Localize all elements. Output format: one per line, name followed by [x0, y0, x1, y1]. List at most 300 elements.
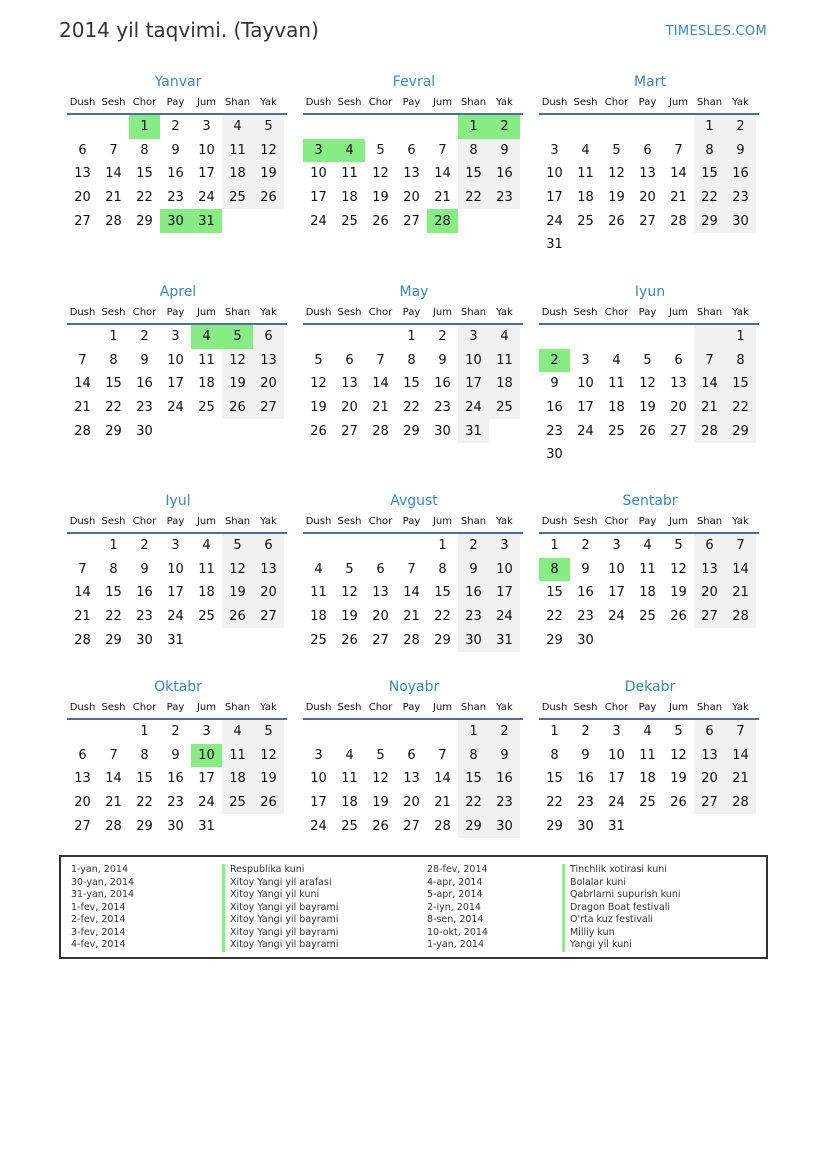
day-cell: 19 [608, 190, 625, 206]
day-cell: 4 [643, 538, 652, 554]
day-cell: 21 [105, 795, 122, 811]
day-cell: 8 [407, 352, 416, 368]
day-cell: 11 [222, 139, 253, 163]
day-cell: 23 [577, 609, 594, 625]
weekday-label: Chor [368, 515, 393, 527]
weekday-label: Dush [305, 515, 332, 527]
day-cell: 6 [407, 142, 416, 158]
holiday-name: Bolalar kuni [562, 877, 681, 890]
weekday-label: Jum [432, 515, 453, 527]
weekday-label: Shan [696, 701, 723, 713]
day-cell: 29 [105, 423, 122, 439]
day-cell: 24 [489, 605, 520, 629]
day-cell: 20 [74, 190, 91, 206]
day-cell: 24 [310, 213, 327, 229]
days-grid [67, 325, 289, 443]
weekday-label: Sesh [337, 96, 362, 108]
day-cell: 27 [74, 818, 91, 834]
weekday-header [303, 697, 525, 717]
weekday-label: Shan [224, 96, 251, 108]
day-cell: 22 [105, 609, 122, 625]
weekday-header [67, 92, 289, 112]
day-cell: 7 [109, 142, 118, 158]
day-cell: 17 [489, 581, 520, 605]
day-cell: 14 [403, 585, 420, 601]
empty-day-cell [601, 325, 632, 349]
day-cell: 10 [608, 561, 625, 577]
day-cell: 30 [136, 423, 153, 439]
empty-day-cell [396, 720, 427, 744]
weekday-header [303, 511, 525, 531]
day-cell: 10 [608, 747, 625, 763]
weekday-label: Dush [69, 96, 96, 108]
weekday-header [539, 92, 761, 112]
day-cell: 25 [222, 186, 253, 210]
day-cell: 30 [725, 209, 756, 233]
day-cell: 14 [434, 771, 451, 787]
day-cell: 6 [376, 561, 385, 577]
day-cell: 15 [105, 376, 122, 392]
day-cell: 25 [198, 609, 215, 625]
empty-day-cell [334, 115, 365, 139]
day-cell: 15 [546, 771, 563, 787]
day-cell: 22 [546, 609, 563, 625]
day-cell: 27 [670, 423, 687, 439]
day-cell: 8 [109, 561, 118, 577]
holiday-name: Xitoy Yangi yil bayrami [222, 914, 338, 927]
day-cell: 30 [546, 447, 563, 463]
day-cell: 27 [341, 423, 358, 439]
month-7 [67, 491, 289, 652]
day-cell: 23 [577, 795, 594, 811]
day-cell: 12 [670, 561, 687, 577]
weekday-header [67, 302, 289, 322]
day-cell: 2 [725, 115, 756, 139]
day-cell: 12 [341, 585, 358, 601]
holiday-date: 30-yan, 2014 [71, 876, 135, 888]
day-cell: 20 [694, 581, 725, 605]
legend-dates-right [427, 864, 488, 952]
day-cell: 30 [160, 209, 191, 233]
day-cell: 30 [434, 423, 451, 439]
day-cell: 18 [341, 190, 358, 206]
day-cell: 25 [489, 396, 520, 420]
day-cell: 24 [310, 818, 327, 834]
day-cell: 22 [434, 609, 451, 625]
weekday-header [303, 302, 525, 322]
weekday-label: Yak [260, 306, 277, 318]
day-cell: 4 [191, 325, 222, 349]
weekday-label: Yak [732, 96, 749, 108]
day-cell: 18 [639, 585, 656, 601]
weekday-label: Jum [196, 306, 217, 318]
day-cell: 4 [334, 139, 365, 163]
day-cell: 4 [314, 561, 323, 577]
weekday-label: Chor [132, 515, 157, 527]
day-cell: 10 [191, 744, 222, 768]
weekday-label: Yak [260, 701, 277, 713]
day-cell: 31 [167, 632, 184, 648]
day-cell: 12 [222, 349, 253, 373]
day-cell: 26 [639, 423, 656, 439]
holiday-name: Qabrlarni supurish kuni [562, 889, 681, 902]
day-cell: 14 [725, 558, 756, 582]
holiday-name: Dragon Boat festivali [562, 902, 681, 915]
day-cell: 20 [694, 767, 725, 791]
day-cell: 9 [489, 744, 520, 768]
day-cell: 19 [670, 585, 687, 601]
weekday-label: Sesh [573, 515, 598, 527]
day-cell: 21 [670, 190, 687, 206]
day-cell: 17 [198, 771, 215, 787]
day-cell: 21 [74, 609, 91, 625]
weekday-label: Jum [196, 96, 217, 108]
empty-day-cell [334, 325, 365, 349]
day-cell: 25 [608, 423, 625, 439]
month-5 [303, 282, 525, 443]
day-cell: 13 [694, 744, 725, 768]
day-cell: 16 [725, 162, 756, 186]
month-name: Sentabr [622, 493, 678, 509]
empty-day-cell [98, 115, 129, 139]
day-cell: 30 [577, 818, 594, 834]
day-cell: 21 [403, 609, 420, 625]
weekday-label: Shan [696, 96, 723, 108]
holiday-name: Xitoy Yangi yil bayrami [222, 939, 338, 952]
holiday-date: 8-sen, 2014 [427, 914, 484, 925]
day-cell: 31 [608, 818, 625, 834]
day-cell: 10 [489, 558, 520, 582]
day-cell: 1 [458, 115, 489, 139]
holiday-date: 10-okt, 2014 [427, 926, 488, 938]
weekday-label: Pay [166, 96, 185, 108]
day-cell: 14 [372, 376, 389, 392]
day-cell: 18 [608, 400, 625, 416]
day-cell: 28 [725, 791, 756, 815]
month-3 [539, 72, 761, 257]
weekday-label: Pay [638, 306, 657, 318]
month-1 [67, 72, 289, 233]
holiday-date: 31-yan, 2014 [71, 889, 135, 900]
month-11 [303, 677, 525, 838]
day-cell: 28 [105, 818, 122, 834]
day-cell: 14 [434, 166, 451, 182]
day-cell: 9 [438, 352, 447, 368]
day-cell: 5 [345, 561, 354, 577]
weekday-label: Yak [496, 701, 513, 713]
day-cell: 15 [458, 767, 489, 791]
day-cell: 30 [167, 818, 184, 834]
holiday-date: 1-yan, 2014 [427, 939, 484, 950]
day-cell: 13 [639, 166, 656, 182]
day-cell: 6 [674, 352, 683, 368]
day-cell: 25 [341, 213, 358, 229]
holiday-date: 4-apr, 2014 [427, 876, 483, 888]
empty-day-cell [334, 534, 365, 558]
day-cell: 22 [458, 186, 489, 210]
empty-day-cell [694, 325, 725, 349]
day-cell: 8 [458, 139, 489, 163]
day-cell: 9 [581, 561, 590, 577]
day-cell: 28 [372, 423, 389, 439]
day-cell: 5 [314, 352, 323, 368]
day-cell: 25 [222, 791, 253, 815]
day-cell: 13 [74, 771, 91, 787]
weekday-header [67, 511, 289, 531]
day-cell: 1 [458, 720, 489, 744]
day-cell: 16 [136, 376, 153, 392]
day-cell: 24 [608, 609, 625, 625]
day-cell: 4 [581, 142, 590, 158]
day-cell: 17 [577, 400, 594, 416]
day-cell: 1 [550, 724, 559, 740]
month-2 [303, 72, 525, 233]
day-cell: 4 [612, 352, 621, 368]
weekday-header [539, 697, 761, 717]
empty-day-cell [396, 534, 427, 558]
day-cell: 19 [253, 162, 284, 186]
day-cell: 12 [372, 166, 389, 182]
day-cell: 29 [136, 818, 153, 834]
days-grid [539, 115, 761, 257]
empty-day-cell [365, 115, 396, 139]
day-cell: 28 [74, 632, 91, 648]
day-cell: 5 [253, 115, 284, 139]
days-grid [67, 534, 289, 652]
weekday-label: Jum [668, 515, 689, 527]
day-cell: 18 [341, 795, 358, 811]
month-6 [539, 282, 761, 467]
holiday-name: Xitoy Yangi yil bayrami [222, 902, 338, 915]
weekday-label: Dush [69, 701, 96, 713]
day-cell: 14 [725, 744, 756, 768]
days-grid [303, 325, 525, 443]
day-cell: 21 [725, 767, 756, 791]
weekday-label: Pay [166, 306, 185, 318]
day-cell: 23 [489, 791, 520, 815]
day-cell: 17 [310, 795, 327, 811]
day-cell: 15 [105, 585, 122, 601]
day-cell: 22 [694, 186, 725, 210]
day-cell: 19 [341, 609, 358, 625]
day-cell: 16 [577, 585, 594, 601]
month-name: Fevral [392, 74, 436, 90]
day-cell: 31 [546, 237, 563, 253]
day-cell: 21 [372, 400, 389, 416]
day-cell: 21 [434, 190, 451, 206]
weekday-label: Sesh [101, 701, 126, 713]
day-cell: 8 [109, 352, 118, 368]
day-cell: 26 [310, 423, 327, 439]
day-cell: 9 [489, 139, 520, 163]
day-cell: 16 [489, 162, 520, 186]
day-cell: 12 [639, 376, 656, 392]
day-cell: 28 [725, 605, 756, 629]
day-cell: 12 [372, 771, 389, 787]
day-cell: 19 [222, 372, 253, 396]
day-cell: 8 [140, 747, 149, 763]
weekday-label: Jum [668, 701, 689, 713]
weekday-label: Jum [432, 701, 453, 713]
day-cell: 26 [670, 795, 687, 811]
empty-day-cell [663, 115, 694, 139]
weekday-label: Shan [696, 306, 723, 318]
holiday-name: Tinchlik xotirasi kuni [562, 864, 681, 877]
weekday-label: Pay [402, 96, 421, 108]
day-cell: 15 [136, 771, 153, 787]
weekday-label: Yak [732, 306, 749, 318]
weekday-label: Jum [432, 306, 453, 318]
month-name: Noyabr [388, 679, 440, 695]
day-cell: 12 [608, 166, 625, 182]
day-cell: 30 [458, 628, 489, 652]
weekday-label: Sesh [337, 515, 362, 527]
day-cell: 6 [694, 534, 725, 558]
weekday-label: Pay [166, 701, 185, 713]
day-cell: 11 [577, 166, 594, 182]
day-cell: 9 [171, 142, 180, 158]
day-cell: 1 [438, 538, 447, 554]
month-12 [539, 677, 761, 838]
day-cell: 16 [458, 581, 489, 605]
day-cell: 10 [458, 349, 489, 373]
day-cell: 26 [222, 605, 253, 629]
day-cell: 18 [198, 585, 215, 601]
day-cell: 20 [403, 795, 420, 811]
day-cell: 25 [198, 400, 215, 416]
day-cell: 28 [694, 419, 725, 443]
day-cell: 8 [539, 558, 570, 582]
weekday-label: Jum [432, 96, 453, 108]
day-cell: 27 [253, 605, 284, 629]
day-cell: 27 [253, 396, 284, 420]
day-cell: 19 [670, 771, 687, 787]
day-cell: 18 [310, 609, 327, 625]
holiday-name: Milliy kun [562, 927, 681, 940]
day-cell: 19 [372, 190, 389, 206]
day-cell: 5 [674, 724, 683, 740]
weekday-label: Yak [732, 701, 749, 713]
day-cell: 13 [253, 558, 284, 582]
day-cell: 12 [670, 747, 687, 763]
day-cell: 14 [694, 372, 725, 396]
day-cell: 1 [140, 724, 149, 740]
holiday-name: Xitoy Yangi yil bayrami [222, 927, 338, 940]
month-name: Avgust [390, 493, 438, 509]
day-cell: 20 [341, 400, 358, 416]
month-name: Aprel [159, 284, 197, 300]
day-cell: 16 [167, 166, 184, 182]
weekday-label: Yak [496, 96, 513, 108]
day-cell: 11 [608, 376, 625, 392]
empty-day-cell [365, 534, 396, 558]
day-cell: 24 [577, 423, 594, 439]
day-cell: 23 [167, 795, 184, 811]
day-cell: 8 [438, 561, 447, 577]
day-cell: 13 [670, 376, 687, 392]
weekday-label: Dush [541, 515, 568, 527]
day-cell: 27 [74, 213, 91, 229]
day-cell: 17 [167, 585, 184, 601]
day-cell: 20 [670, 400, 687, 416]
day-cell: 11 [341, 771, 358, 787]
weekday-label: Dush [305, 306, 332, 318]
day-cell: 23 [546, 423, 563, 439]
day-cell: 16 [167, 771, 184, 787]
day-cell: 31 [191, 209, 222, 233]
page-title: 2014 yil taqvimi. (Tayvan) [59, 18, 319, 42]
empty-day-cell [601, 115, 632, 139]
day-cell: 8 [458, 744, 489, 768]
day-cell: 14 [105, 166, 122, 182]
weekday-header [303, 92, 525, 112]
holiday-date: 3-fev, 2014 [71, 926, 126, 938]
day-cell: 3 [314, 747, 323, 763]
day-cell: 4 [202, 538, 211, 554]
weekday-label: Dush [541, 701, 568, 713]
weekday-label: Dush [305, 701, 332, 713]
days-grid [303, 115, 525, 233]
day-cell: 9 [171, 747, 180, 763]
weekday-label: Chor [604, 306, 629, 318]
empty-day-cell [67, 115, 98, 139]
day-cell: 14 [670, 166, 687, 182]
holiday-date: 28-fev, 2014 [427, 864, 488, 875]
weekday-label: Sesh [573, 306, 598, 318]
day-cell: 22 [403, 400, 420, 416]
day-cell: 11 [639, 747, 656, 763]
holiday-date: 1-fev, 2014 [71, 901, 126, 913]
legend-names-right [562, 864, 681, 952]
day-cell: 15 [694, 162, 725, 186]
day-cell: 19 [639, 400, 656, 416]
day-cell: 4 [489, 325, 520, 349]
day-cell: 1 [109, 538, 118, 554]
day-cell: 6 [253, 534, 284, 558]
day-cell: 25 [639, 795, 656, 811]
day-cell: 17 [546, 190, 563, 206]
weekday-label: Jum [668, 96, 689, 108]
day-cell: 16 [136, 585, 153, 601]
day-cell: 29 [725, 419, 756, 443]
legend-names-left [222, 864, 338, 952]
days-grid [539, 325, 761, 467]
day-cell: 26 [372, 818, 389, 834]
month-name: Yanvar [154, 74, 202, 90]
days-grid [539, 534, 761, 652]
day-cell: 25 [577, 213, 594, 229]
day-cell: 16 [489, 767, 520, 791]
day-cell: 4 [643, 724, 652, 740]
empty-day-cell [334, 720, 365, 744]
weekday-label: Chor [368, 96, 393, 108]
brand-link[interactable]: TIMESLES.COM [665, 24, 767, 39]
day-cell: 7 [109, 747, 118, 763]
month-9 [539, 491, 761, 652]
day-cell: 2 [140, 538, 149, 554]
day-cell: 23 [458, 605, 489, 629]
day-cell: 14 [74, 585, 91, 601]
day-cell: 23 [434, 400, 451, 416]
day-cell: 2 [458, 534, 489, 558]
day-cell: 23 [136, 609, 153, 625]
day-cell: 15 [136, 166, 153, 182]
day-cell: 27 [403, 213, 420, 229]
weekday-label: Chor [604, 515, 629, 527]
weekday-label: Chor [132, 306, 157, 318]
day-cell: 10 [198, 142, 215, 158]
empty-day-cell [67, 534, 98, 558]
